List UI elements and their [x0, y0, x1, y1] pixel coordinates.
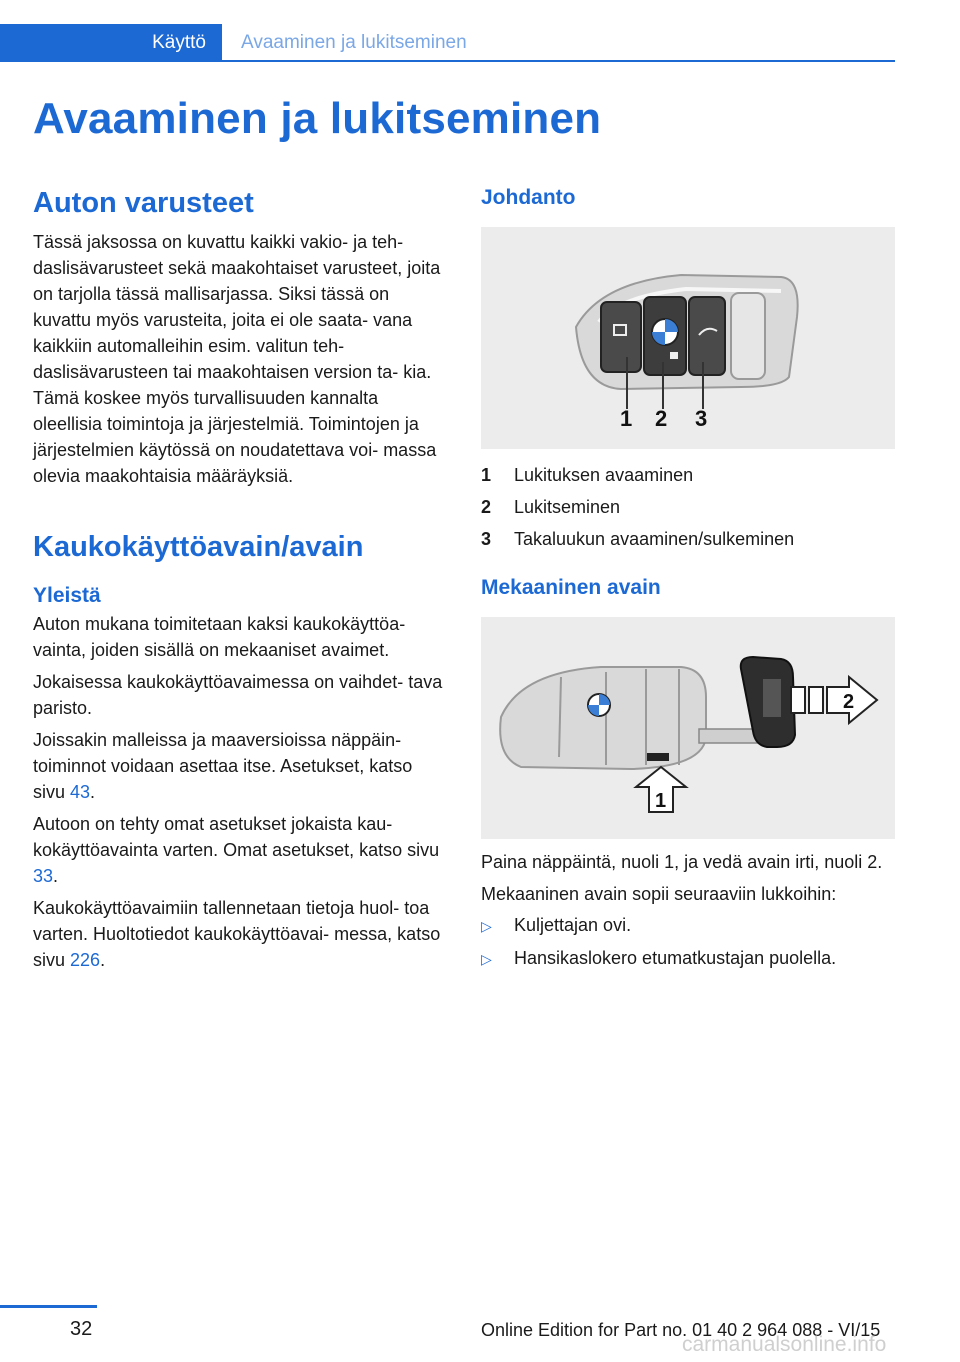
remote-key-figure: [481, 227, 895, 449]
list-item: [481, 942, 895, 975]
item-label: Kuljettajan ovi.: [514, 915, 632, 935]
button-functions-text: Joissakin malleissa ja maaversioissa näppäin- toiminnot voidaan asettaa itse. Asetukset, katso sivu: [33, 730, 413, 802]
intro-heading: Johdanto: [481, 186, 576, 209]
item-label: Takaluukun avaaminen/sulkeminen: [514, 529, 795, 549]
list-item: [481, 523, 895, 555]
triangle-bullet-icon: ▷: [481, 951, 492, 967]
period: .: [53, 866, 59, 886]
item-label: Lukituksen avaaminen: [514, 465, 694, 485]
list-item: [481, 909, 895, 942]
release-instructions: Paina näppäintä, nuoli 1, ja vedä avain irti, nuoli 2.: [481, 852, 883, 872]
paragraph-battery: Jokaisessa kaukokäyttöavaimessa on vaihdet- tava paristo.: [33, 672, 443, 718]
callout-1: 1: [620, 406, 633, 431]
item-label: Lukitseminen: [514, 497, 621, 517]
section-tab[interactable]: [0, 24, 222, 62]
service-data-text: Kaukokäyttöavaimiin tallennetaan tietoja huol- toa varten. Huoltotiedot kaukokäyttöavai- messa, katso sivu: [33, 898, 441, 970]
callout-1: 1: [655, 790, 667, 812]
mechanical-key-heading: Mekaaninen avain: [481, 576, 661, 599]
running-header: [0, 24, 895, 62]
item-number: 3: [481, 529, 492, 549]
item-number: 2: [481, 497, 492, 517]
paragraph-keys-supplied: Auton mukana toimitetaan kaksi kaukokäyttöa- vainta, joiden sisällä on mekaaniset avaimet.: [33, 614, 406, 660]
paragraph-button-functions: [33, 727, 448, 805]
page-link-226[interactable]: 226: [70, 950, 101, 970]
breadcrumb[interactable]: Avaaminen ja lukitseminen: [241, 32, 467, 53]
general-heading: Yleistä: [33, 584, 101, 607]
key-function-list: [481, 459, 895, 555]
lock-list: [481, 909, 895, 975]
page-link-33[interactable]: 33: [33, 866, 54, 886]
mechanical-key-figure: [481, 617, 895, 839]
mechanical-key-illustration: [481, 617, 895, 839]
equipment-paragraph: Tässä jaksossa on kuvattu kaikki vakio- ja teh- daslisävarusteet sekä maakohtaiset varusteet, joita on tarjolla tässä mallisarjassa. Siksi tässä on kuvattu myös varusteita, joita ei ole saata- vana kaikkiin automalleihin esim. valitun teh- daslisävarusteen tai maakohtaisen version ta- kia. Tämä koskee myös turvallisuuden kannalta oleellisia toimintoja ja järjestelmiä. Toimintojen ja järjestelmien käytössä on noudatettava voi- massa olevia maakohtaisia määräyksiä.: [33, 232, 441, 486]
callout-2: 2: [655, 406, 668, 431]
header-rule: [222, 60, 895, 62]
personal-settings-text: Autoon on tehty omat asetukset jokaista kau- kokäyttöavainta varten. Omat asetukset, katso sivu: [33, 814, 440, 860]
item-label: Hansikaslokero etumatkustajan puolella.: [514, 948, 837, 968]
period: .: [90, 782, 96, 802]
equipment-heading: Auton varusteet: [33, 187, 254, 219]
triangle-bullet-icon: ▷: [481, 918, 492, 934]
left-column: [33, 183, 448, 973]
item-number: 1: [481, 465, 492, 485]
edition-note: Online Edition for Part no. 01 40 2 964 088 - VI/15: [481, 1320, 881, 1340]
list-item: [481, 491, 895, 523]
callout-2: 2: [843, 691, 855, 713]
remote-key-illustration: [481, 227, 895, 449]
footer-rule: [0, 1305, 97, 1308]
list-item: [481, 459, 895, 491]
period: .: [100, 950, 106, 970]
section-tab-label: Käyttö: [152, 32, 206, 53]
callout-3: 3: [695, 406, 708, 431]
paragraph-service-data: [33, 895, 448, 973]
page-title: Avaaminen ja lukitseminen: [33, 94, 602, 143]
right-column: [481, 183, 895, 975]
page-number: 32: [70, 1318, 93, 1340]
watermark: carmanualsonline.info: [682, 1333, 887, 1356]
paragraph-personal-settings: [33, 811, 448, 889]
remote-key-heading: Kaukokäyttöavain/avain: [33, 531, 364, 563]
locks-intro: Mekaaninen avain sopii seuraaviin lukkoihin:: [481, 884, 837, 904]
page-link-43[interactable]: 43: [70, 782, 91, 802]
